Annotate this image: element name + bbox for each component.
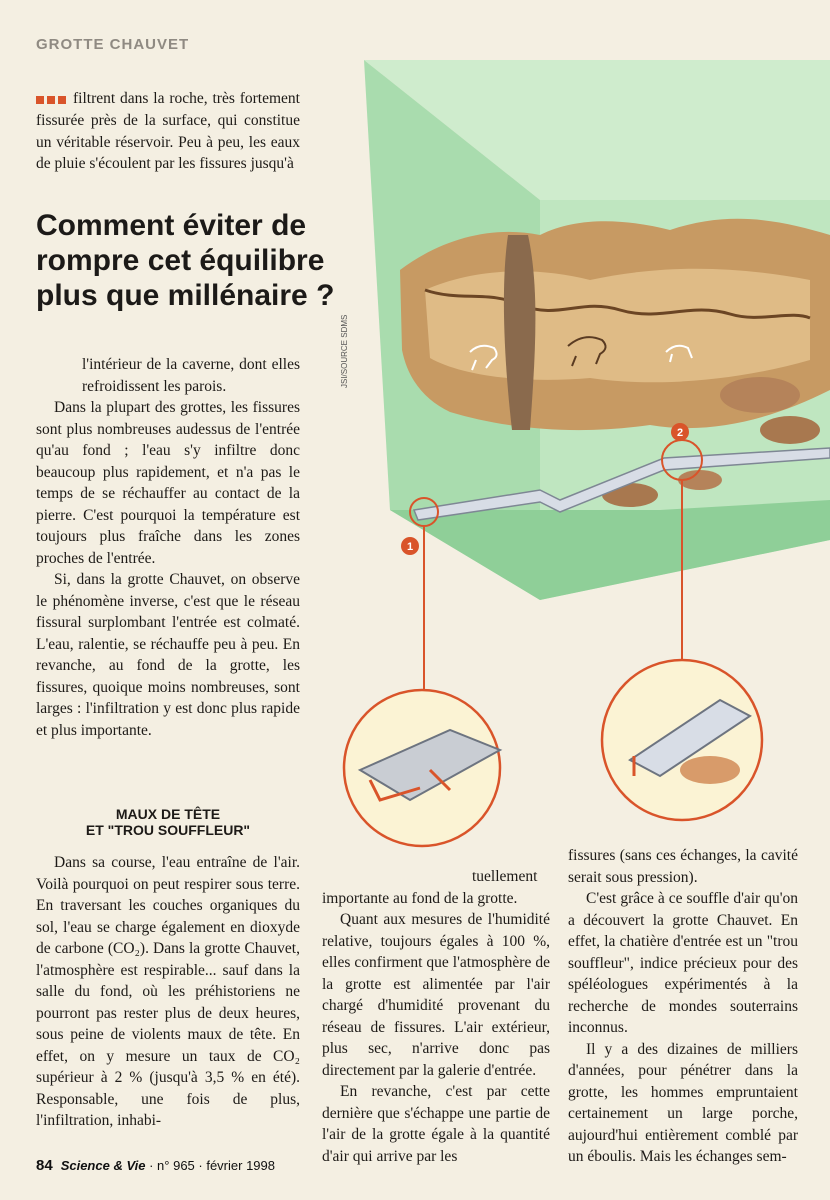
paragraph: tuellement importante au fond de la grotte.	[322, 868, 538, 907]
paragraph: l'intérieur de la caverne, dont elles refroidissent les parois.	[82, 356, 300, 395]
marker-2-label: 2	[676, 427, 684, 439]
marker-1-label: 1	[406, 541, 414, 553]
subheading-line-2: ET "TROU SOUFFLEUR"	[85, 822, 251, 838]
paragraph: En revanche, c'est par cette dernière que s'échappe une partie de l'air de la grotte égale à la quantité d'air qui arrive par les	[322, 1083, 550, 1165]
cave-wall	[425, 269, 810, 383]
intro-text: filtrent dans la roche, très fortement fissurée près de la surface, qui constitue un véritable réservoir. Peu à peu, les eaux de pluie s'écoulent par les fissures jusqu'à	[36, 90, 300, 173]
illustration-credit: JSI/SOURCE SDMS	[340, 314, 349, 388]
column-3	[568, 845, 798, 1168]
running-head: GROTTE CHAUVET	[36, 36, 190, 53]
subheading	[36, 806, 300, 838]
column-2	[322, 866, 550, 1167]
column-1	[36, 354, 300, 741]
paragraph: fissures (sans ces échanges, la cavité serait sous pression).	[568, 847, 798, 886]
boulder	[720, 377, 800, 413]
intro-paragraph	[36, 88, 300, 175]
subheading-line-1: MAUX DE TÊTE	[115, 806, 221, 822]
page-number: 84	[36, 1157, 53, 1174]
paragraph: Dans la plupart des grottes, les fissures sont plus nombreuses audessus de l'entrée qu'au fond ; l'eau s'y infiltre donc beaucoup plus rapidement, et n'a pas le temps de se réchauffer au contact de la pierre. C'est pourquoi la température est toujours plus fraîche dans les zones proches de l'entrée.	[36, 399, 300, 567]
section-heading: Comment éviter de rompre cet équilibre plus que millénaire ?	[36, 209, 335, 312]
bullet-squares-icon	[36, 89, 69, 111]
issue-info: · n° 965 · février 1998	[149, 1158, 275, 1173]
cave-illustration	[330, 40, 830, 850]
paragraph: Quant aux mesures de l'humidité relative, toujours égales à 100 %, elles confirment que l'atmosphère de la grotte est alimentée par l'air chargé d'humidité provenant du réseau de fissures. L'air extérieur, plus sec, n'arrive donc pas directement par la galerie d'entrée.	[322, 911, 550, 1079]
inset-2-rock	[680, 756, 740, 784]
paragraph: C'est grâce à ce souffle d'air qu'on a découvert la grotte Chauvet. En effet, la chatière d'entrée est un "trou souffleur", indice précieux pour des spéléologues expérimentés à la recherche de mondes souterrains inconnus.	[568, 890, 798, 1036]
paragraph: Dans sa course, l'eau entraîne de l'air. Voilà pourquoi on peut respirer sous terre. En traversant les couches organiques du sol, l'eau se charge également en dioxyde de carbone (CO₂). Dans la grotte Chauvet, l'atmosphère est respirable... sauf dans la salle du fond, où les préhistoriens ne pourront pas rester plus de deux heures, sous peine de violents maux de tête. En effet, on y mesure un taux de CO₂ supérieur à 2 % (jusqu'à 3,5 % en été). Responsable, une fois de plus, l'infiltration, inhabi-	[36, 854, 300, 1129]
page-footer	[36, 1157, 275, 1174]
boulder	[760, 416, 820, 444]
paragraph: Il y a des dizaines de milliers d'années, pour pénétrer dans la grotte, les hommes empruntaient certainement un large porche, aujourd'hui entièrement comblé par un éboulis. Mais les échanges sem-	[568, 1040, 798, 1165]
paragraph: Si, dans la grotte Chauvet, on observe le phénomène inverse, c'est que le réseau fissural surplombant l'entrée est colmaté. L'eau, ralentie, se réchauffe peu à peu. En revanche, au fond de la grotte, les fissures, quoique moins nombreuses, sont larges : l'infiltration y est donc plus rapide et plus importante.	[36, 571, 300, 739]
column-1-lower	[36, 806, 300, 1132]
magazine-name: Science & Vie	[60, 1158, 146, 1173]
